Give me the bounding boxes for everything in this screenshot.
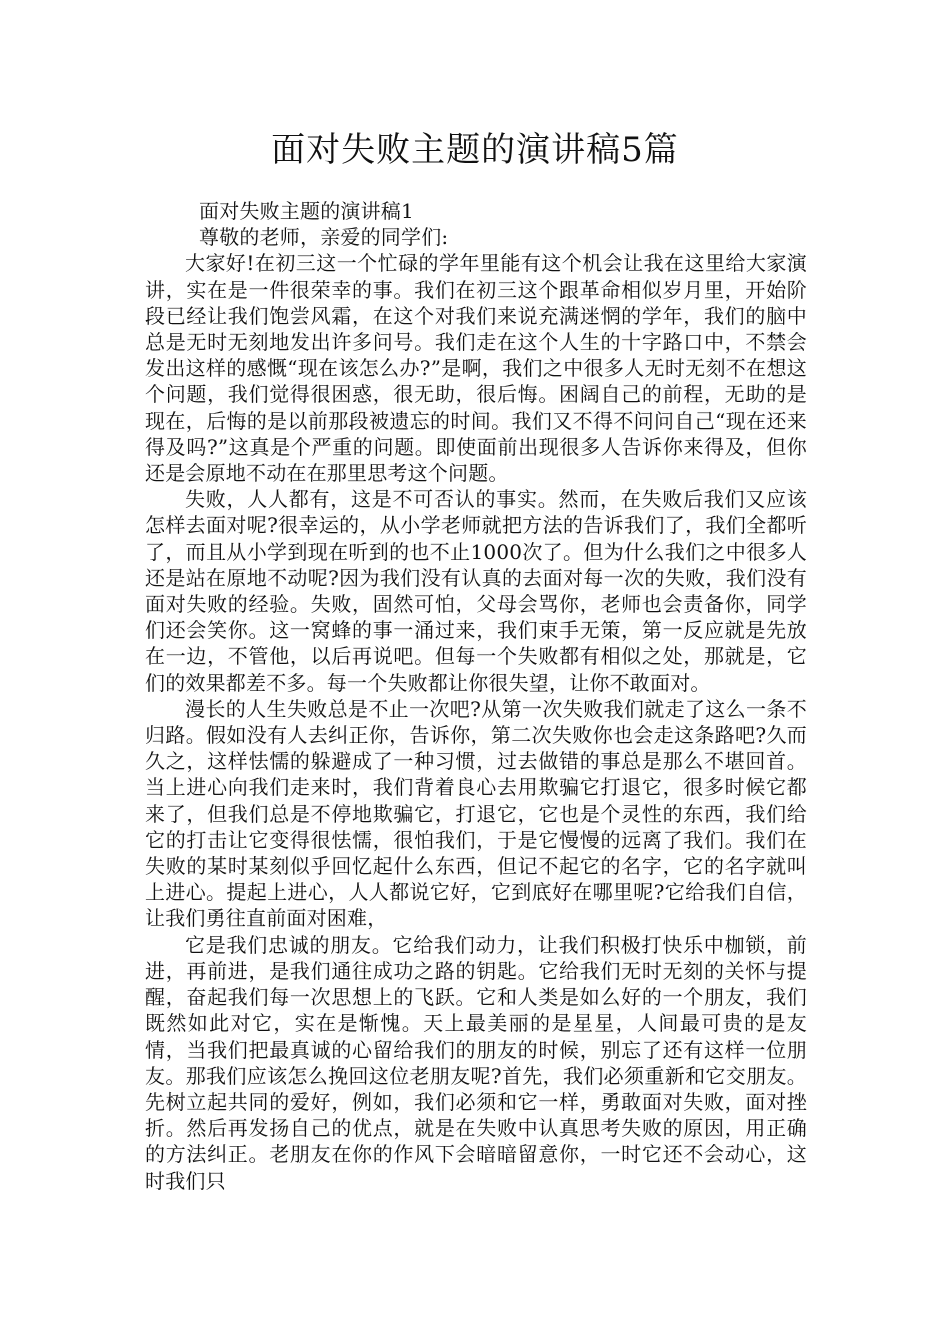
paragraph-4: 它是我们忠诚的朋友。它给我们动力，让我们积极打快乐中枷锁，前进，再前进，是我们通往成功之路的钥匙。它给我们无时无刻的关怀与提醒，奋起我们每一次思想上的飞跃。它和人类是如么好的一个朋友，我们既然如此对它，实在是惭愧。天上最美丽的是星星，人间最可贵的是友情，当我们把最真诚的心留给我们的朋友的时候，别忘了还有这样一位朋友。那我们应该怎么挽回这位老朋友呢?首先，我们必须重新和它交朋友。先树立起共同的爱好，例如，我们必须和它一样，勇敢面对失败，面对挫折。然后再发扬自己的优点，就是在失败中认真思考失败的原因，用正确的方法纠正。老朋友在你的作风下会暗暗留意你，一时它还不会动心，这时我们只 xyxy=(145,932,807,1193)
paragraph-3: 漫长的人生失败总是不止一次吧?从第一次失败我们就走了这么一条不归路。假如没有人去纠正你，告诉你，第二次失败你也会走这条路吧?久而久之，这样怯懦的躲避成了一种习惯，过去做错的事总是那么不堪回首。当上进心向我们走来时，我们背着良心去用欺骗它打退它，很多时候它都来了，但我们总是不停地欺骗它，打退它，它也是个灵性的东西，我们给它的打击让它变得很怯懦，很怕我们，于是它慢慢的远离了我们。我们在失败的某时某刻似乎回忆起什么东西，但记不起它的名字，它的名字就叫上进心。提起上进心，人人都说它好，它到底好在哪里呢?它给我们自信，让我们勇往直前面对困难， xyxy=(145,696,807,931)
document-title: 面对失败主题的演讲稿5篇 xyxy=(271,130,679,170)
salutation: 尊敬的老师，亲爱的同学们: xyxy=(199,225,449,250)
speech-subtitle: 面对失败主题的演讲稿1 xyxy=(199,199,414,223)
document-body xyxy=(145,198,807,1194)
paragraph-1: 大家好!在初三这一个忙碌的学年里能有这个机会让我在这里给大家演讲，实在是一件很荣幸的事。我们在初三这个跟革命相似岁月里，开始阶段已经让我们饱尝风霜，在这个对我们来说充满迷惘的学年，我们的脑中总是无时无刻地发出许多问号。我们走在这个人生的十字路口中，不禁会发出这样的感慨“现在该怎么办?”是啊，我们之中很多人无时无刻不在想这个问题，我们觉得很困惑，很无助，很后悔。困阔自己的前程，无助的是现在，后悔的是以前那段被遗忘的时间。我们又不得不问问自己“现在还来得及吗?”这真是个严重的问题。即使面前出现很多人告诉你来得及，但你还是会原地不动在在那里思考这个问题。 xyxy=(145,251,807,486)
paragraph-2: 失败，人人都有，这是不可否认的事实。然而，在失败后我们又应该怎样去面对呢?很幸运的，从小学老师就把方法的告诉我们了，我们全都听了，而且从小学到现在听到的也不止1000次了。但为什么我们之中很多人还是站在原地不动呢?因为我们没有认真的去面对每一次的失败，我们没有面对失败的经验。失败，固然可怕，父母会骂你，老师也会责备你，同学们还会笑你。这一窝蜂的事一涌过来，我们束手无策，第一反应就是先放在一边，不管他，以后再说吧。但每一个失败都有相似之处，那就是，它们的效果都差不多。每一个失败都让你很失望，让你不敢面对。 xyxy=(145,487,807,695)
